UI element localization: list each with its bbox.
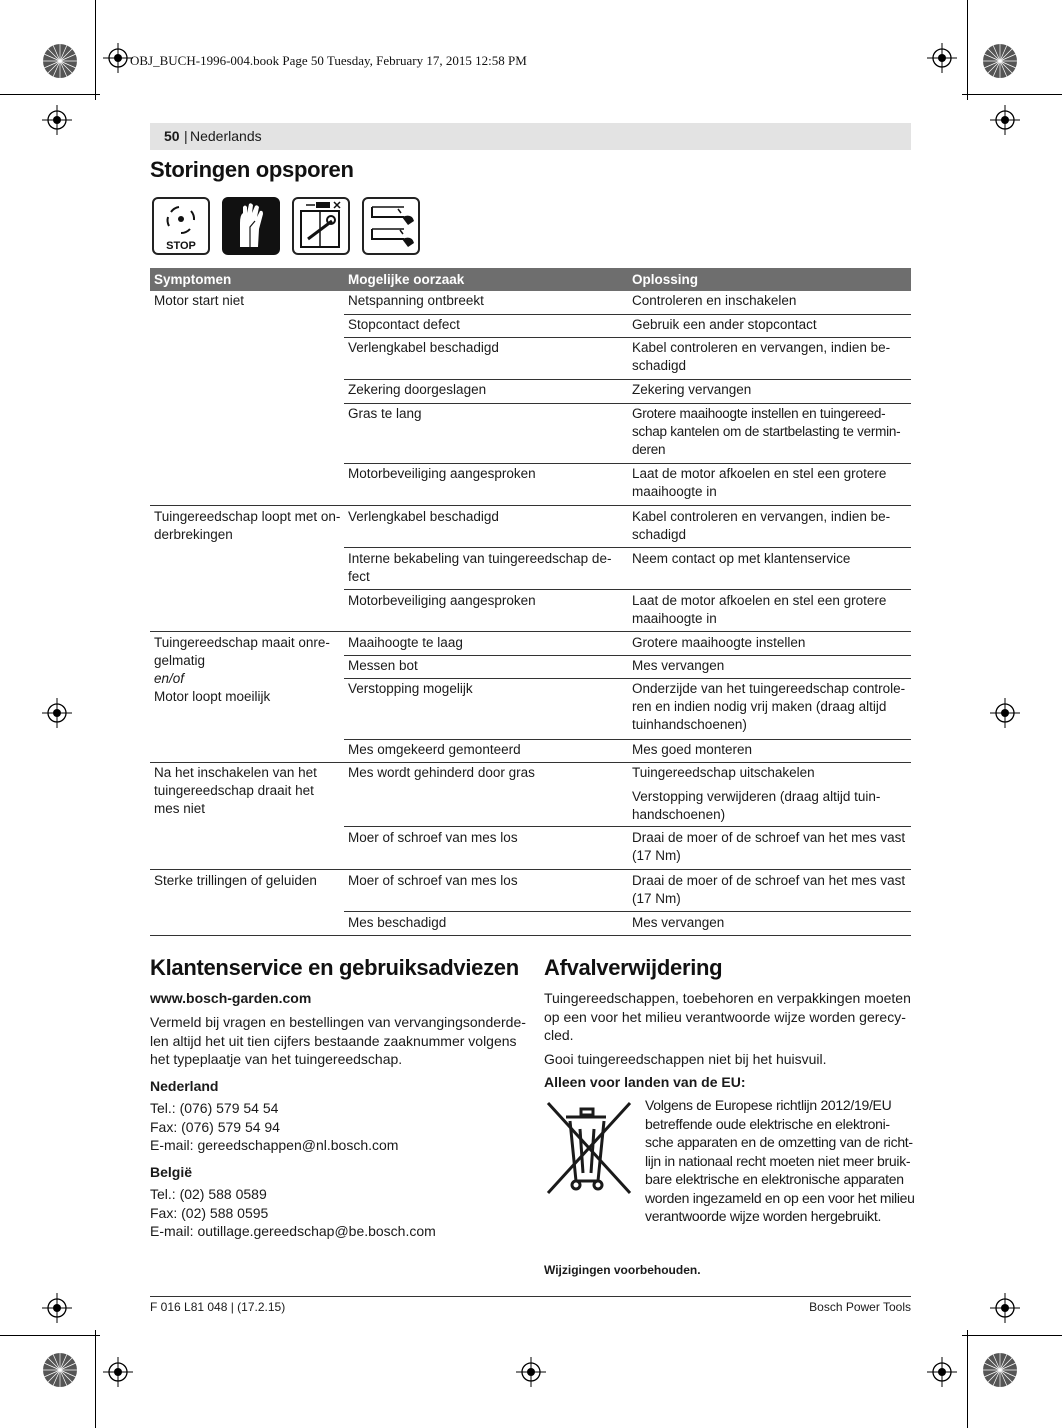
cause-cell: Gras te lang — [348, 406, 422, 421]
registration-mark-icon — [42, 698, 72, 728]
manual-icon — [292, 197, 350, 255]
solution-cell: Grotere maaihoogte instellen — [632, 635, 806, 650]
section-title: Storingen opsporen — [150, 157, 354, 182]
registration-mark-icon — [516, 1357, 546, 1387]
solution-cell: Zekering vervangen — [632, 382, 752, 397]
cause-cell: Moer of schroef van mes los — [348, 873, 518, 888]
cause-cell: Interne bekabeling van tuingereedschap de- fect — [348, 551, 612, 584]
registration-mark-icon — [927, 43, 957, 73]
print-header: OBJ_BUCH-1996-004.book Page 50 Tuesday, February 17, 2015 12:58 PM — [130, 53, 527, 68]
stop-rotation-icon — [152, 197, 210, 255]
cause-cell: Verstopping mogelijk — [348, 681, 473, 696]
solution-cell: Mes goed monteren — [632, 742, 753, 757]
cause-cell: Moer of schroef van mes los — [348, 830, 518, 845]
solution-cell: Verstopping verwijderen (draag altijd tuin- handschoenen) — [632, 789, 881, 822]
cause-cell: Motorbeveiliging aangesproken — [348, 466, 536, 481]
col-header-symptoms: Symptomen — [154, 272, 232, 287]
solution-cell: Grotere maaihoogte instellen en tuingereed- schap kantelen om de startbelasting te vermin- deren — [632, 406, 901, 457]
cause-cell: Verlengkabel beschadigd — [348, 340, 499, 355]
gloves-icon — [222, 197, 280, 255]
be-heading: België — [150, 1164, 193, 1180]
disposal-text: Tuingereedschappen, toebehoren en verpakkingen moeten op een voor het milieu verantwoorde wijze worden gerecy- cled. — [544, 990, 911, 1043]
nl-heading: Nederland — [150, 1078, 219, 1094]
cause-cell: Messen bot — [348, 658, 418, 673]
cause-cell: Maaihoogte te laag — [348, 635, 463, 650]
disposal-heading: Afvalverwijdering — [544, 955, 723, 980]
settings-icon — [362, 197, 420, 255]
crossed-bin-icon — [544, 1097, 634, 1197]
color-rosette-icon — [982, 1352, 1018, 1388]
col-header-solution: Oplossing — [632, 272, 699, 287]
page-header-bar — [150, 123, 911, 150]
solution-cell: Mes vervangen — [632, 658, 725, 673]
cause-cell: Netspanning ontbreekt — [348, 293, 484, 308]
service-heading: Klantenservice en gebruiksadviezen — [150, 955, 519, 980]
symptom-cell — [154, 634, 330, 706]
eu-directive-text: Volgens de Europese richtlijn 2012/19/EU betreffende oude elektrische en elektroni- sche apparaten en de omzetting van de richt- lijn in nationaal recht moeten niet meer bruik- bare elektrische en elektronische apparaten worden ingezameld en op een voor het milieu verantwoorde wijze worden hergebruikt. — [645, 1097, 915, 1224]
solution-cell: Kabel controleren en vervangen, indien be- schadigd — [632, 340, 891, 373]
solution-cell: Tuingereedschap uitschakelen — [632, 765, 815, 780]
registration-mark-icon — [103, 1357, 133, 1387]
nl-contact: Tel.: (076) 579 54 54 Fax: (076) 579 54 94 E-mail: gereedschappen@nl.bosch.com — [150, 1100, 399, 1153]
stop-label: STOP — [166, 240, 196, 252]
solution-cell: Controleren en inschakelen — [632, 293, 797, 308]
page-number: 50 — [164, 128, 180, 144]
color-rosette-icon — [982, 43, 1018, 79]
cause-cell: Mes beschadigd — [348, 915, 447, 930]
page-language: Nederlands — [190, 128, 262, 144]
footer-doc-code: F 016 L81 048 | (17.2.15) — [150, 1300, 286, 1314]
symptom-connector: en/of — [154, 671, 185, 686]
symptom-cell: Motor start niet — [154, 293, 245, 308]
color-rosette-icon — [42, 1352, 78, 1388]
registration-mark-icon — [927, 1357, 957, 1387]
solution-cell: Onderzijde van het tuingereedschap controle- ren en indien nodig vrij maken (draag altijd tuinhandschoenen) — [632, 681, 906, 732]
symptom-cell: Na het inschakelen van het tuingereedschap draait het mes niet — [154, 765, 317, 816]
solution-cell: Laat de motor afkoelen en stel een grotere maaihoogte in — [632, 466, 887, 499]
cause-cell: Mes wordt gehinderd door gras — [348, 765, 535, 780]
cause-cell: Motorbeveiliging aangesproken — [348, 593, 536, 608]
registration-mark-icon — [103, 43, 133, 73]
registration-mark-icon — [990, 1293, 1020, 1323]
solution-cell: Neem contact op met klantenservice — [632, 551, 851, 566]
solution-cell: Draai de moer of de schroef van het mes vast (17 Nm) — [632, 830, 906, 863]
registration-mark-icon — [990, 698, 1020, 728]
cause-cell: Stopcontact defect — [348, 317, 460, 332]
table-header — [150, 268, 911, 291]
service-website-link[interactable]: www.bosch-garden.com — [150, 990, 312, 1006]
changes-reserved-note: Wijzigingen voorbehouden. — [544, 1263, 701, 1277]
footer-brand: Bosch Power Tools — [809, 1300, 911, 1314]
footer-divider — [150, 1296, 911, 1297]
registration-mark-icon — [990, 105, 1020, 135]
be-contact: Tel.: (02) 588 0589 Fax: (02) 588 0595 E-mail: outillage.gereedschap@be.bosch.com — [150, 1186, 436, 1239]
solution-cell: Gebruik een ander stopcontact — [632, 317, 817, 332]
registration-mark-icon — [42, 1293, 72, 1323]
col-header-cause: Mogelijke oorzaak — [348, 272, 465, 287]
eu-heading: Alleen voor landen van de EU: — [544, 1074, 746, 1090]
cause-cell: Zekering doorgeslagen — [348, 382, 487, 397]
solution-cell: Laat de motor afkoelen en stel een grotere maaihoogte in — [632, 593, 887, 626]
cause-cell: Verlengkabel beschadigd — [348, 509, 499, 524]
symptom-cell: Tuingereedschap loopt met on- derbrekingen — [154, 509, 341, 542]
registration-mark-icon — [42, 105, 72, 135]
symptom-line: Tuingereedschap maait onre- gelmatig — [154, 635, 330, 668]
cause-cell: Mes omgekeerd gemonteerd — [348, 742, 521, 757]
symptom-line: Motor loopt moeilijk — [154, 689, 271, 704]
disposal-household-text: Gooi tuingereedschappen niet bij het huisvuil. — [544, 1051, 827, 1067]
symptom-cell: Sterke trillingen of geluiden — [154, 873, 317, 888]
solution-cell: Draai de moer of de schroef van het mes vast (17 Nm) — [632, 873, 906, 906]
page-separator: | — [184, 128, 188, 144]
solution-cell: Kabel controleren en vervangen, indien be- schadigd — [632, 509, 891, 542]
solution-cell: Mes vervangen — [632, 915, 725, 930]
color-rosette-icon — [42, 43, 78, 79]
service-intro: Vermeld bij vragen en bestellingen van vervangingsonderde- len altijd het uit tien cijfers bestaande zaaknummer volgens het typeplaatje van het tuingereedschap. — [150, 1014, 526, 1067]
